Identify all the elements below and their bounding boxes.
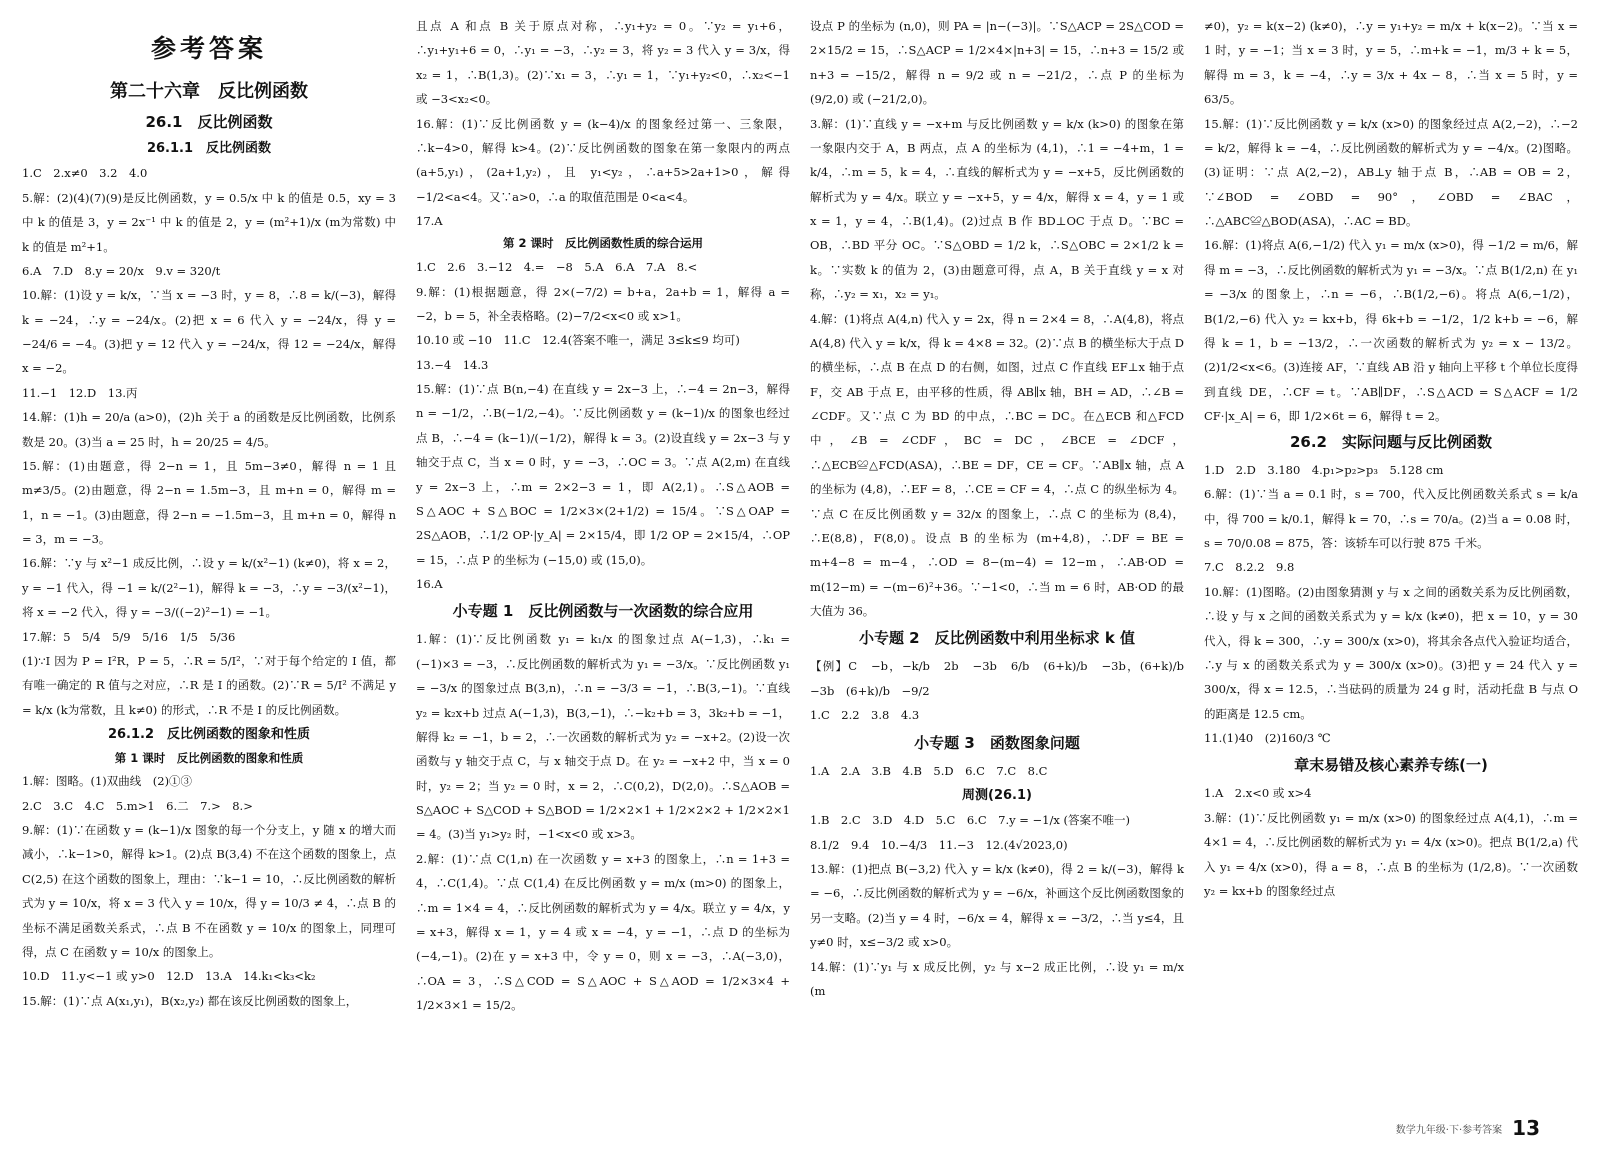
answer-paragraph: 16.解：(1)∵反比例函数 y = (k−4)/x 的图象经过第一、三象限，∴k−4>0，解得 k>4。(2)∵反比例函数的图象在第一象限内的两点 (a+5,y₁)，(2a+1,y₂)，且 y₁<y₂，∴a+5>2a+1>0，解得 −1/2<a<4。又∵a>0，∴a 的取值范围是 0<a<4。 — [416, 116, 790, 204]
answer-paragraph: 15.解：(1)∵点 A(x₁,y₁)，B(x₂,y₂) 都在该反比例函数的图象上， — [22, 993, 358, 1008]
column-1 — [22, 14, 396, 1124]
answer-paragraph: 1.C 2.6 3.−12 4.= −8 5.A 6.A 7.A 8.< — [416, 260, 698, 275]
answer-paragraph: (1)∵I 因为 P = I²R，P = 5，∴R = 5/I²，∵对于每个给定的 I 值，都有唯一确定的 R 值与之对应，∴R 是 I 的函数。(2)∵R = 5/I² 不满足 y = k/x (k为常数，且 k≠0) 的形式，∴R 不是 I 的反比例函数。 — [22, 653, 396, 717]
answer-paragraph: ≠0)，y₂ = k(x−2) (k≠0)，∴y = y₁+y₂ = m/x + k(x−2)。∵当 x = 1 时，y = −1；当 x = 3 时，y = 5，∴m+k = −1，m/3 + k = 5，解得 m = 3，k = −4，∴y = 3/x + 4x − 8，∴当 x = 5 时，y = 63/5。 — [1204, 19, 1578, 107]
column-4 — [1204, 14, 1578, 1124]
lesson-heading: 第 2 课时 反比例函数性质的综合运用 — [502, 236, 703, 251]
column-2 — [416, 14, 790, 1124]
answer-paragraph: 16.解：(1)将点 A(6,−1/2) 代入 y₁ = m/x (x>0)，得 −1/2 = m/6，解得 m = −3，∴反比例函数的解析式为 y₁ = −3/x。∵点 B(1/2,n) 在 y₁ = −3/x 的图象上，∴n = −6，∴B(1/2,−6)。将点 A(6,−1/2)，B(1/2,−6) 代入 y₂ = kx+b，得 6k+b = −1/2，1/2 k+b = −6，解得 k = 1，b = −13/2，∴一次函数的解析式为 y₂ = x − 13/2。(2)1/2<x<6。(3)连接 AF，∵直线 AB 沿 y 轴向上平移 t 个单位长度得到直线 DE，∴CF = t。∵AB∥DF，∴S△ACD = S△ACF = 1/2 CF·|x_A| = 6，即 1/2×6t = 6，解得 t = 2。 — [1204, 238, 1578, 423]
answer-paragraph: 7.C 8.2.2 9.8 — [1204, 560, 1295, 575]
answer-paragraph: 11.−1 12.D 13.丙 — [22, 385, 138, 400]
answer-paragraph: 设点 P 的坐标为 (n,0)，则 PA = |n−(−3)|。∵S△ACP = 2S△COD = 2×15/2 = 15，∴S△ACP = 1/2×4×|n+3| = 15，∴n+3 = 15/2 或 n+3 = −15/2，解得 n = 9/2 或 n = −21/2，∴点 P 的坐标为 (9/2,0) 或 (−21/2,0)。 — [810, 19, 1184, 107]
page-title: 参考答案 — [150, 34, 267, 63]
answer-paragraph: 15.解：(1)∵反比例函数 y = k/x (x>0) 的图象经过点 A(2,−2)，∴−2 = k/2，解得 k = −4，∴反比例函数的解析式为 y = −4/x。(2)图略。(3)证明：∵点 A(2,−2)，AB⊥y 轴于点 B，∴AB = OB = 2，∵∠BOD = ∠OBD = 90°，∠OBD = ∠BAC，∴△ABC≌△BOD(ASA)，∴AC = BD。 — [1204, 116, 1578, 228]
answer-paragraph: 10.D 11.y<−1 或 y>0 12.D 13.A 14.k₁<k₃<k₂ — [22, 969, 316, 984]
answer-paragraph: 16.A — [416, 577, 443, 592]
answer-paragraph: 14.解：(1)∵y₁ 与 x 成反比例，y₂ 与 x−2 成正比例，∴设 y₁ = m/x (m — [810, 959, 1184, 998]
answer-paragraph: 9.解：(1)根据题意，得 2×(−7/2) = b+a，2a+b = 1，解得 a = −2，b = 5，补全表格略。(2)−7/2<x<0 或 x>1。 — [416, 284, 790, 323]
answer-paragraph: 14.解：(1)h = 20/a (a>0)，(2)h 关于 a 的函数是反比例函数，比例系数是 20。(3)当 a = 25 时，h = 20/25 = 4/5。 — [22, 410, 396, 449]
topic-heading: 小专题 2 反比例函数中利用坐标求 k 值 — [858, 629, 1136, 648]
topic-heading: 小专题 1 反比例函数与一次函数的综合应用 — [452, 602, 754, 621]
answer-paragraph: 17.A — [416, 214, 443, 228]
lesson-heading: 第 1 课时 反比例函数的图象和性质 — [114, 750, 304, 765]
column-3 — [810, 14, 1196, 1124]
answer-paragraph: 【例】C −b，−k/b 2b −3b 6/b (6+k)/b −3b，(6+k)/b −3b (6+k)/b −9/2 — [810, 659, 1196, 698]
page-number: 13 — [1512, 1116, 1540, 1140]
answer-paragraph: 9.解：(1)∵在函数 y = (k−1)/x 图象的每一个分支上，y 随 x 的增大而减小，∴k−1>0，解得 k>1。(2)点 B(3,4) 不在这个函数的图象上，点 C(2,5) 在这个函数的图象上，理由：∵k−1 = 10，∴反比例函数的解析式为 y = 10/x，将 x = 3 代入 y = 10/x，得 y = 10/3 ≠ 4，∴点 B 的坐标不满足函数关系式，∴点 B 不在函数 y = 10/x 的图象上，同理可得，点 C 在函数 y = 10/x 的图象上。 — [22, 823, 396, 959]
answer-paragraph: 8.1/2 9.4 10.−4/3 11.−3 12.(4√2023,0) — [810, 837, 1068, 852]
answer-paragraph: 10.解：(1)图略。(2)由图象猜测 y 与 x 之间的函数关系为反比例函数，∴设 y 与 x 之间的函数关系式为 y = k/x (k≠0)，把 x = 10，y = 30 代入，得 k = 300，∴y = 300/x (x>0)，将其余各点代入验证均适合，∴y 与 x 的函数关系式为 y = 300/x (x>0)。(3)把 y = 24 代入 y = 300/x，得 x = 12.5，∴当砝码的质量为 24 g 时，活动托盘 B 与点 O 的距离是 12.5 cm。 — [1204, 584, 1578, 721]
answer-paragraph: 10.10 或 −10 11.C 12.4(答案不唯一，满足 3≤k≤9 均可) — [416, 333, 740, 348]
section-heading: 26.1 反比例函数 — [145, 112, 273, 131]
chapter-heading: 第二十六章 反比例函数 — [110, 81, 308, 102]
weekly-test-heading: 周测(26.1) — [962, 787, 1032, 803]
answer-paragraph: 4.解：(1)将点 A(4,n) 代入 y = 2x，得 n = 2×4 = 8，∴A(4,8)，将点 A(4,8) 代入 y = k/x，得 k = 4×8 = 32。(2)∵点 B 的横坐标大于点 D 的横坐标，∴点 B 在点 D 的右侧，如图，过点 C 作直线 EF⊥x 轴于点 F，交 AB 于点 E，由平移的性质，得 AB∥x 轴，BH = AD，∴∠B = ∠CDF。又∵点 C 为 BD 的中点，∴BC = DC。在△ECB 和△FCD 中，∠B = ∠CDF，BC = DC，∠BCE = ∠DCF，∴△ECB≌△FCD(ASA)，∴BE = DF，CE = CF。∵AB∥x 轴，点 A 的坐标为 (4,8)，∴EF = 8，∴CE = CF = 4，∴点 C 的纵坐标为 4。∵点 C 在反比例函数 y = 32/x 的图象上，∴点 C 的坐标为 (8,4)，∴E(8,8)，F(8,0)。设点 B 的坐标为 (m+4,8)，∴DF = BE = m+4−8 = m−4，∴OD = 8−(m−4) = 12−m，∴AB·OD = m(12−m) = −(m−6)²+36。∵−1<0，∴当 m = 6 时，AB·OD 的最大值为 36。 — [810, 311, 1184, 618]
subsection-heading: 26.1.2 反比例函数的图象和性质 — [107, 727, 311, 743]
answer-paragraph: 1.D 2.D 3.180 4.p₁>p₂>p₃ 5.128 cm — [1204, 462, 1444, 477]
answer-paragraph: 2.C 3.C 4.C 5.m>1 6.二 7.> 8.> — [22, 798, 253, 813]
answer-paragraph: 6.解：(1)∵当 a = 0.1 时，s = 700，代入反比例函数关系式 s = k/a 中，得 700 = k/0.1，解得 k = 70，∴s = 70/a。(2)当 a = 0.08 时，s = 70/0.08 = 875，答：该轿车可以行驶 875 千米。 — [1204, 487, 1578, 550]
columns — [22, 14, 1578, 1124]
answer-paragraph: 1.解：图略。(1)双曲线 (2)①③ — [22, 774, 193, 789]
answer-paragraph: 1.解：(1)∵反比例函数 y₁ = k₁/x 的图象过点 A(−1,3)，∴k₁ = (−1)×3 = −3，∴反比例函数的解析式为 y₁ = −3/x。∵反比例函数 y₁ = −3/x 的图象过点 B(3,n)，∴n = −3/3 = −1，∴B(3,−1)。∵直线 y₂ = k₂x+b 过点 A(−1,3)，B(3,−1)，∴−k₂+b = 3，3k₂+b = −1，解得 k₂ = −1，b = 2，∴一次函数的解析式为 y₂ = −x+2。(2)设一次函数与 y 轴交于点 C，与 x 轴交于点 D。在 y₂ = −x+2 中，当 x = 0 时，y₂ = 2；当 y₂ = 0 时，x = 2，∴C(0,2)，D(2,0)。∴S△AOB = S△AOC + S△COD + S△BOD = 1/2×2×1 + 1/2×2×2 + 1/2×2×1 = 4。(3)当 y₁>y₂ 时，−1<x<0 或 x>3。 — [416, 632, 790, 842]
answer-paragraph: 2.解：(1)∵点 C(1,n) 在一次函数 y = x+3 的图象上，∴n = 1+3 = 4，∴C(1,4)。∵点 C(1,4) 在反比例函数 y = m/x (m>0) 的图象上，∴m = 1×4 = 4，∴反比例函数的解析式为 y = 4/x。联立 y = 4/x，y = x+3，解得 x = 1，y = 4 或 x = −4，y = −1，∴点 D 的坐标为 (−4,−1)。(2)在 y = x+3 中，令 y = 0，则 x = −3，∴A(−3,0)，∴OA = 3，∴S△COD = S△AOC + S△AOD = 1/2×3×4 + 1/2×3×1 = 15/2。 — [416, 851, 790, 1013]
answer-paragraph: 1.B 2.C 3.D 4.D 5.C 6.C 7.y = −1/x (答案不唯一) — [810, 813, 1130, 828]
answer-paragraph: 15.解：(1)∵点 B(n,−4) 在直线 y = 2x−3 上，∴−4 = 2n−3，解得 n = −1/2，∴B(−1/2,−4)。∵反比例函数 y = (k−1)/x 的图象也经过点 B，∴−4 = (k−1)/(−1/2)，解得 k = 3。(2)设直线 y = 2x−3 与 y 轴交于点 C，当 x = 0 时，y = −3，∴OC = 3。∵点 A(2,m) 在直线 y = 2x−3 上，∴m = 2×2−3 = 1，即 A(2,1)。∴S△AOB = S△AOC + S△BOC = 1/2×3×(2+1/2) = 15/4。∵S△OAP = 2S△AOB，∴1/2 OP·|y_A| = 2×15/4，即 1/2 OP = 2×15/4，∴OP = 15，∴点 P 的坐标为 (−15,0) 或 (15,0)。 — [416, 382, 790, 567]
topic-heading: 小专题 3 函数图象问题 — [914, 733, 1080, 752]
answer-paragraph: 1.A 2.x<0 或 x>4 — [1204, 786, 1312, 801]
topic-heading: 章末易错及核心素养专练(一) — [1294, 756, 1488, 775]
answer-paragraph: 10.解：(1)设 y = k/x，∵当 x = −3 时，y = 8，∴8 = k/(−3)，解得 k = −24，∴y = −24/x。(2)把 x = 6 代入 y = −24/x，得 y = −24/6 = −4。(3)把 y = 12 代入 y = −24/x，得 12 = −24/x，解得 x = −2。 — [22, 288, 396, 376]
answer-paragraph: 11.(1)40 (2)160/3 ℃ — [1204, 731, 1331, 745]
answer-paragraph: 3.解：(1)∵反比例函数 y₁ = m/x (x>0) 的图象经过点 A(4,1)，∴m = 4×1 = 4，∴反比例函数的解析式为 y₁ = 4/x (x>0)。把点 B(1/2,a) 代入 y₁ = 4/x (x>0)，得 a = 8，∴点 B 的坐标为 (1/2,8)。∵一次函数 y₂ = kx+b 的图象经过点 — [1204, 810, 1578, 898]
answer-paragraph: 13.解：(1)把点 B(−3,2) 代入 y = k/x (k≠0)，得 2 = k/(−3)，解得 k = −6，∴反比例函数的解析式为 y = −6/x，补画这个反比例函数图象的另一支略。(2)当 y = 4 时，−6/x = 4，解得 x = −3/2，∴当 y≤4，且 y≠0 时，x≤−3/2 或 x>0。 — [810, 862, 1184, 950]
answer-paragraph: 1.C 2.x≠0 3.2 4.0 — [22, 166, 148, 181]
answer-paragraph: 5.解：(2)(4)(7)(9)是反比例函数，y = 0.5/x 中 k 的值是 0.5，xy = 3 中 k 的值是 3，y = 2x⁻¹ 中 k 的值是 2，y = (m²+1)/x (m为常数) 中 k 的值是 m²+1。 — [22, 190, 396, 254]
answer-paragraph: 16.解：∵y 与 x²−1 成反比例，∴设 y = k/(x²−1) (k≠0)，将 x = 2，y = −1 代入，得 −1 = k/(2²−1)，解得 k = −3，∴y = −3/(x²−1)，将 x = −2 代入，得 y = −3/((−2)²−1) = −1。 — [22, 556, 396, 620]
subsection-heading: 26.1.1 反比例函数 — [146, 141, 272, 157]
answer-paragraph: 15.解：(1)由题意，得 2−n = 1，且 5m−3≠0，解得 n = 1 且 m≠3/5。(2)由题意，得 2−n = 1.5m−3，且 m+n = 0，解得 m = 1，n = −1。(3)由题意，得 2−n = −1.5m−3，且 m+n = 0，解得 n = 3，m = −3。 — [22, 458, 396, 547]
running-head: 数学九年级·下·参考答案 — [1395, 1124, 1503, 1136]
answer-paragraph: 且点 A 和点 B 关于原点对称，∴y₁+y₂ = 0。∵y₂ = y₁+6，∴y₁+y₁+6 = 0，∴y₁ = −3，∴y₂ = 3，将 y₂ = 3 代入 y = 3/x，得 x₂ = 1，∴B(1,3)。(2)∵x₁ = 3，∴y₁ = 1，∵y₁+y₂<0，∴x₂<−1 或 −3<x₂<0。 — [416, 19, 790, 107]
section-heading: 26.2 实际问题与反比例函数 — [1289, 433, 1492, 452]
answer-paragraph: 17.解：5 5/4 5/9 5/16 1/5 5/36 — [22, 629, 236, 644]
answer-paragraph: 1.A 2.A 3.B 4.B 5.D 6.C 7.C 8.C — [810, 763, 1048, 778]
page-footer — [1396, 1116, 1540, 1140]
answer-paragraph: 3.解：(1)∵直线 y = −x+m 与反比例函数 y = k/x (k>0) 的图象在第一象限内交于 A，B 两点，点 A 的坐标为 (4,1)，∴1 = −4+m，1 = k/4，∴m = 5，k = 4，∴直线的解析式为 y = −x+5，反比例函数的解析式为 y = 4/x。联立 y = −x+5，y = 4/x，解得 x = 4，y = 1 或 x = 1，y = 4，∴B(1,4)。(2)过点 B 作 BD⊥OC 于点 D。∵BC = OB，∴BD 平分 OC。∵S△OBD = 1/2 k，∴S△OBC = 2×1/2 k = k。∵实数 k 的值为 2，(3)由题意可得，点 A，B 关于直线 y = x 对称，∴y₂ = x₁，x₂ = y₁。 — [810, 116, 1184, 302]
answer-paragraph: 6.A 7.D 8.y = 20/x 9.v = 320/t — [22, 263, 221, 278]
answer-paragraph: 13.−4 14.3 — [416, 357, 489, 372]
answer-paragraph: 1.C 2.2 3.8 4.3 — [810, 708, 920, 723]
